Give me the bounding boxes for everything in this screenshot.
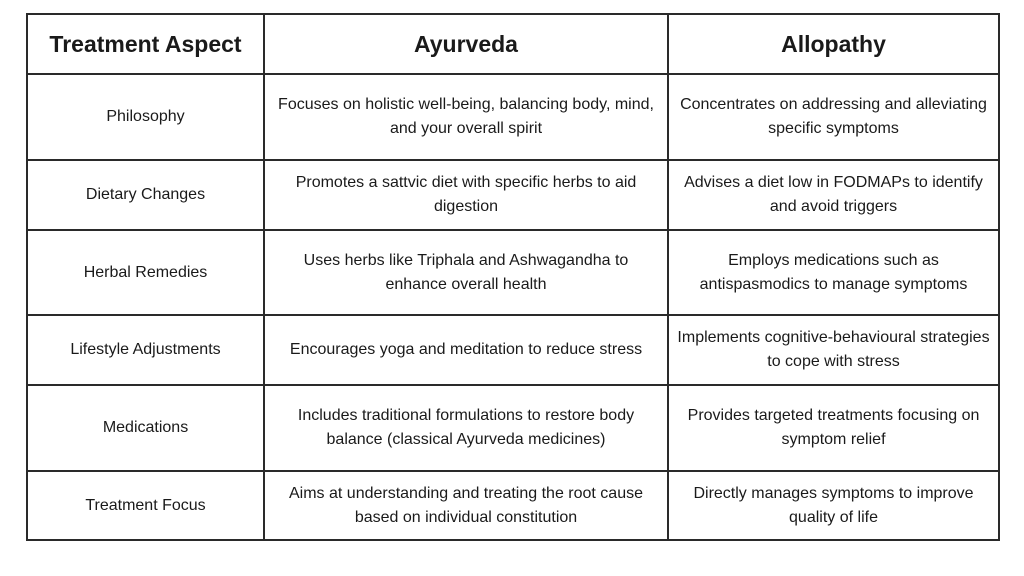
aspect-cell: Treatment Focus xyxy=(27,471,264,540)
aspect-cell: Philosophy xyxy=(27,74,264,160)
table-row xyxy=(27,315,999,385)
table-row xyxy=(27,160,999,230)
ayurveda-cell: Aims at understanding and treating the root cause based on individual constitution xyxy=(264,471,668,540)
aspect-cell: Medications xyxy=(27,385,264,471)
allopathy-cell: Implements cognitive-behavioural strategies to cope with stress xyxy=(668,315,999,385)
aspect-cell: Dietary Changes xyxy=(27,160,264,230)
header-treatment-aspect: Treatment Aspect xyxy=(27,14,264,74)
allopathy-cell: Advises a diet low in FODMAPs to identify and avoid triggers xyxy=(668,160,999,230)
ayurveda-cell: Encourages yoga and meditation to reduce stress xyxy=(264,315,668,385)
comparison-table xyxy=(26,13,1000,541)
header-row xyxy=(27,14,999,74)
allopathy-cell: Provides targeted treatments focusing on symptom relief xyxy=(668,385,999,471)
ayurveda-cell: Promotes a sattvic diet with specific herbs to aid digestion xyxy=(264,160,668,230)
aspect-cell: Lifestyle Adjustments xyxy=(27,315,264,385)
allopathy-cell: Employs medications such as antispasmodics to manage symptoms xyxy=(668,230,999,315)
header-allopathy: Allopathy xyxy=(668,14,999,74)
allopathy-cell: Concentrates on addressing and alleviating specific symptoms xyxy=(668,74,999,160)
ayurveda-cell: Focuses on holistic well-being, balancing body, mind, and your overall spirit xyxy=(264,74,668,160)
ayurveda-cell: Uses herbs like Triphala and Ashwagandha to enhance overall health xyxy=(264,230,668,315)
aspect-cell: Herbal Remedies xyxy=(27,230,264,315)
table-row xyxy=(27,471,999,540)
table-row xyxy=(27,74,999,160)
table-row xyxy=(27,230,999,315)
table-row xyxy=(27,385,999,471)
allopathy-cell: Directly manages symptoms to improve quality of life xyxy=(668,471,999,540)
ayurveda-cell: Includes traditional formulations to restore body balance (classical Ayurveda medicines) xyxy=(264,385,668,471)
header-ayurveda: Ayurveda xyxy=(264,14,668,74)
